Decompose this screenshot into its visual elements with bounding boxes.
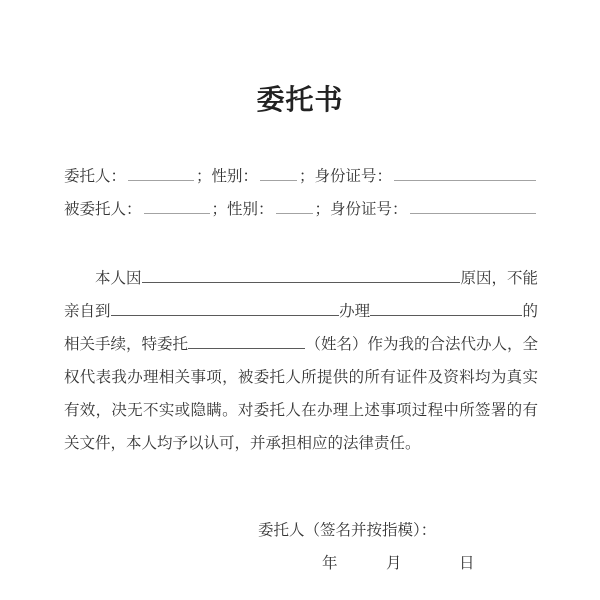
signature-label: 委托人（签名并按指模）：	[258, 522, 437, 539]
agent-gender-blank	[276, 200, 313, 214]
body-paragraph	[64, 262, 538, 460]
agent-gender-label: ；性别：	[211, 201, 274, 218]
body-line2-pre: 亲自到	[64, 303, 111, 320]
principal-gender-label: ；性别：	[196, 168, 259, 185]
body-line-5: 有效，决无不实或隐瞒。对委托人在办理上述事项过程中所签署的有	[64, 402, 538, 419]
body-line-4: 权代表我办理相关事项，被委托人所提供的所有证件及资料均为真实	[64, 369, 538, 386]
body-line2-post: 的	[522, 303, 538, 320]
body-line3-pre: 相关手续，特委托	[64, 336, 189, 353]
body-line-3	[64, 328, 538, 361]
document-title: 委托书	[256, 84, 344, 115]
body-line-6: 关文件，本人均予以认可，并承担相应的法律责任。	[64, 435, 421, 452]
agent-label: 被委托人：	[64, 201, 142, 218]
agent-line	[64, 197, 538, 230]
body-line3-post: （姓名）作为我的合法代办人，全	[305, 336, 538, 353]
matter-blank	[370, 302, 522, 316]
principal-id-label: ；身份证号：	[299, 168, 393, 185]
agent-id-label: ；身份证号：	[314, 201, 408, 218]
parties-section	[64, 164, 538, 230]
principal-id-blank	[394, 167, 536, 181]
date-line	[0, 551, 600, 573]
agent-id-blank	[410, 200, 536, 214]
agent-name-fill-blank	[188, 335, 305, 349]
place-blank	[111, 302, 340, 316]
body-line2-mid: 办理	[339, 303, 371, 320]
principal-line	[64, 164, 538, 197]
agent-name-blank	[144, 200, 210, 214]
year-label: 年	[322, 555, 338, 572]
reason-blank	[142, 269, 461, 283]
body-line1-post: 原因，不能	[460, 270, 538, 287]
month-label: 月	[386, 555, 402, 572]
body-line1-pre: 本人因	[95, 270, 142, 287]
principal-gender-blank	[260, 167, 297, 181]
day-label: 日	[459, 555, 475, 572]
principal-label: 委托人：	[64, 168, 127, 185]
principal-name-blank	[128, 167, 194, 181]
body-line-1	[64, 262, 538, 295]
body-line-2	[64, 295, 538, 328]
